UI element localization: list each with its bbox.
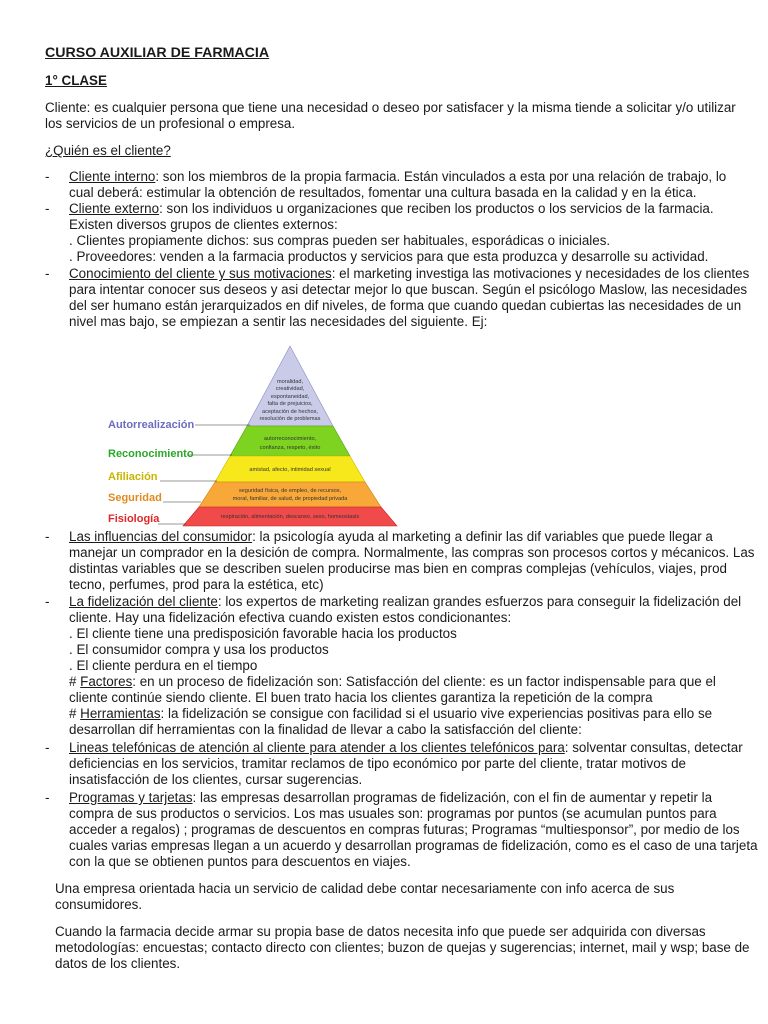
- prog-line-4: cuales varias empresas llegan a un acuerdo y desarrollan programas de fidelización, como es el caso de una tarjeta: [69, 838, 758, 853]
- tier1-text: creatividad,: [275, 386, 305, 392]
- label-autorrealizacion: Autorrealización: [108, 419, 195, 431]
- interno-text-1: : son los miembros de la propia farmacia. Están vinculados a esta por una relación de trabajo, lo: [155, 169, 727, 184]
- conoc-line-1: [69, 266, 749, 282]
- tier2-text: autorreconocimiento,: [263, 436, 317, 442]
- maslow-pyramid-figure: [100, 340, 400, 530]
- label-reconocimiento: Reconocimiento: [108, 448, 194, 460]
- herr-prefix: #: [69, 706, 81, 721]
- infl-line-3: distintas variables que se describen suelen producirse mas bien en compras complejas (vehículos, viajes, prod: [69, 561, 727, 576]
- conoc-term: Conocimiento del cliente y sus motivaciones: [69, 266, 332, 281]
- interno-term: Cliente interno: [69, 169, 156, 184]
- externo-line-2: Existen diversos grupos de clientes externos:: [69, 217, 338, 232]
- fact-term: Factores: [80, 674, 133, 689]
- fid-line-3: . El cliente tiene una predisposición favorable hacia los productos: [69, 626, 457, 641]
- tier1-text: aceptación de hechos,: [262, 409, 318, 415]
- externo-line-1: [69, 201, 714, 217]
- bullet-dash: -: [45, 169, 50, 184]
- herr-text-1: : la fidelización se consigue con facilidad si el usuario vive experiencias positivas para ello se: [160, 706, 713, 721]
- fid-line-1: [69, 594, 741, 610]
- bullet-dash: -: [45, 201, 50, 216]
- conoc-line-2: para intentar conocer sus deseos y asi detectar mejor lo que buscan. Según el psicólogo Maslow, las necesidades: [69, 282, 748, 297]
- fid-line-5: . El cliente perdura en el tiempo: [69, 658, 258, 673]
- fid-line-2: cliente. Hay una fidelización efectiva cuando existen estos condicionantes:: [69, 610, 512, 625]
- lin-line-3: insatisfacción de los clientes, cursar sugerencias.: [69, 772, 363, 787]
- fid-line-4: . El consumidor compra y usa los productos: [69, 642, 329, 657]
- fact-line-1: [69, 674, 716, 690]
- interno-line-2: cual deberá: estimular la obtención de resultados, fomentar una cultura basada en la calidad y en la ética.: [69, 185, 697, 200]
- doc-subtitle: 1° CLASE: [45, 73, 107, 88]
- externo-term: Cliente externo: [69, 201, 160, 216]
- fact-prefix: #: [69, 674, 81, 689]
- prog-text-1: : las empresas desarrollan programas de fidelización, con el fin de aumentar y repetir la: [192, 790, 713, 805]
- tier1-text: resolución de problemas: [259, 416, 321, 422]
- bullet-dash: -: [45, 740, 50, 755]
- bullet-dash: -: [45, 266, 50, 281]
- para1-line-2: consumidores.: [55, 897, 143, 912]
- para1-line-1: Una empresa orientada hacia un servicio de calidad debe contar necesariamente con info acerca de sus: [55, 881, 675, 896]
- tier2-text: confianza, respeto, éxito: [259, 445, 321, 451]
- conoc-line-4: nivel mas bajo, se empiezan a sentir las necesidades del siguiente. Ej:: [69, 314, 488, 329]
- bullet-dash: -: [45, 790, 50, 805]
- prog-line-5: con la que se obtienen puntos para descuentos en viajes.: [69, 854, 411, 869]
- externo-line-4: . Proveedores: venden a la farmacia productos y servicios para que esta produzca y desarrolle su actividad.: [69, 249, 709, 264]
- tier1-text: falta de prejuicios,: [267, 401, 313, 407]
- fact-line-2: cliente continúe siendo cliente. El buen trato hacia los clientes garantiza la repetición de la compra: [69, 690, 653, 705]
- infl-line-4: tecno, perfumes, prod para la estética, etc): [69, 577, 324, 592]
- conoc-line-3: del ser humano están jerarquizados en dif niveles, de forma que cuando quedan cubiertas las necesidades de un: [69, 298, 742, 313]
- externo-line-3: . Clientes propiamente dichos: sus compras pueden ser habituales, esporádicas o iniciales.: [69, 233, 611, 248]
- tier5-text: respiración, alimentación, descanso, sexo, homeostasis: [220, 514, 360, 520]
- prog-term: Programas y tarjetas: [69, 790, 193, 805]
- doc-title: CURSO AUXILIAR DE FARMACIA: [45, 45, 270, 61]
- lin-line-1: [69, 740, 743, 756]
- lin-line-2: deficiencias en los servicios, tramitar reclamos de tipo económico por parte del cliente, tratar motivos de: [69, 756, 686, 771]
- tier3-text: amistad, afecto, intimidad sexual: [249, 467, 331, 473]
- infl-term: Las influencias del consumidor: [69, 529, 253, 544]
- para2-line-2: metodologías: encuestas; contacto directo con clientes; buzon de quejas y sugerencias; internet, mail y wsp; base de: [55, 940, 750, 955]
- externo-text-1: : son los individuos u organizaciones que reciben los productos o los servicios de la farmacia.: [159, 201, 714, 216]
- tier4-text: moral, familiar, de salud, de propiedad privada: [232, 496, 348, 502]
- infl-line-1: [69, 529, 713, 545]
- herr-line-2: desarrollan dif herramientas con la finalidad de llevar a cabo la satisfacción del cliente:: [69, 722, 582, 737]
- conoc-text-1: : el marketing investiga las motivaciones y necesidades de los clientes: [331, 266, 750, 281]
- bullet-dash: -: [45, 594, 50, 609]
- para2-line-1: Cuando la farmacia decide armar su propia base de datos necesita info que puede ser adquirida con diversas: [55, 924, 706, 939]
- lin-text-1: : solventar consultas, detectar: [564, 740, 743, 755]
- herr-line-1: [69, 706, 712, 722]
- prog-line-2: compra de sus productos o servicios. Los mas usuales son: programas por puntos (se acumulan puntos para: [69, 806, 717, 821]
- bullet-dash: -: [45, 529, 50, 544]
- lin-term: Lineas telefónicas de atención al cliente para atender a los clientes telefónicos para: [69, 740, 565, 755]
- label-fisiologia: Fisiología: [108, 513, 160, 525]
- fid-term: La fidelización del cliente: [69, 594, 218, 609]
- label-seguridad: Seguridad: [108, 492, 162, 504]
- tier4-text: seguridad física, de empleo, de recursos,: [238, 488, 342, 494]
- infl-line-2: manejar un comprador en la desición de compra. Normalmente, las compras son procesos cortos y mécanicos. Las: [69, 545, 755, 560]
- question-heading: ¿Quién es el cliente?: [45, 143, 171, 158]
- fid-text-1: : los expertos de marketing realizan grandes esfuerzos para conseguir la fidelización del: [217, 594, 742, 609]
- infl-text-1: : la psicología ayuda al marketing a definir las dif variables que puede llegar a: [252, 529, 713, 544]
- interno-line-1: [69, 169, 726, 185]
- intro-line-2: los servicios de un profesional o empresa.: [45, 116, 296, 131]
- pyramid-tier-seguridad: [199, 482, 381, 507]
- tier1-text: moralidad,: [276, 379, 304, 385]
- prog-line-1: [69, 790, 712, 806]
- herr-term: Herramientas: [80, 706, 161, 721]
- para2-line-3: datos de los clientes.: [55, 956, 181, 971]
- intro-line-1: Cliente: es cualquier persona que tiene una necesidad o deseo por satisfacer y la misma tiende a solicitar y/o utilizar: [45, 100, 736, 115]
- label-afiliacion: Afiliación: [108, 471, 158, 483]
- tier1-text: espontaneidad,: [270, 394, 310, 400]
- prog-line-3: acceder a regalos) ; programas de descuentos en compras futuras; Programas “multiesponsor”, por medio de los: [69, 822, 740, 837]
- fact-text-1: : en un proceso de fidelización son: Satisfacción del cliente: es un factor indispensable para que el: [132, 674, 716, 689]
